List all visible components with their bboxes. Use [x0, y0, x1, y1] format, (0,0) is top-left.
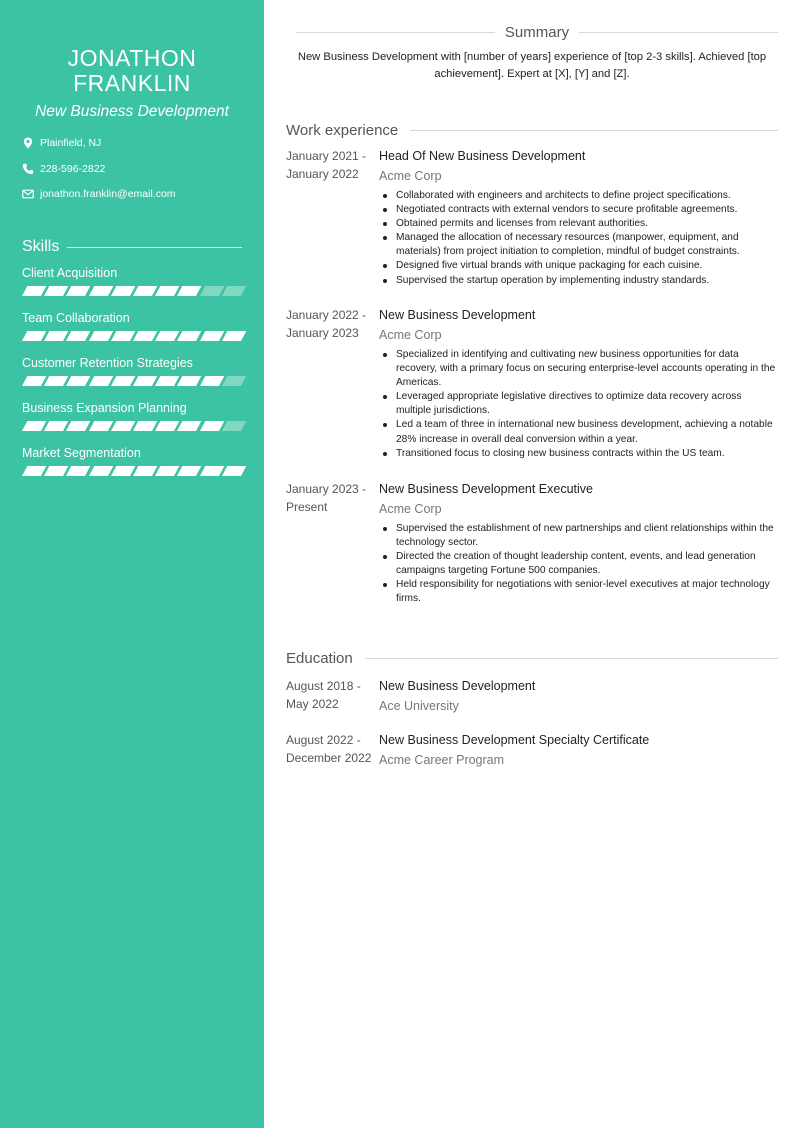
job-bullet: Held responsibility for negotiations with senior-level executives at major technology firms. [379, 578, 779, 606]
company-name: Acme Corp [379, 169, 442, 183]
job-bullet: Transitioned focus to closing new business contracts within the US team. [379, 447, 779, 461]
skill-segment-filled [155, 286, 179, 296]
skill-segment-filled [155, 331, 179, 341]
skill-segment-filled [89, 466, 113, 476]
skill-segment-filled [133, 376, 157, 386]
skill-segment-filled [66, 421, 90, 431]
location-text: Plainfield, NJ [40, 137, 102, 149]
skills-heading-label: Skills [22, 238, 60, 255]
last-name: FRANKLIN [73, 70, 191, 96]
job-bullet: Collaborated with engineers and architects to define project specifications. [379, 189, 779, 203]
skills-heading [22, 238, 242, 256]
phone-text: 228-596-2822 [40, 163, 106, 175]
skill-segment-filled [22, 466, 46, 476]
skill-segment-empty [222, 421, 246, 431]
contact-email [22, 185, 176, 203]
candidate-role: New Business Development [35, 103, 229, 120]
skill-label: Market Segmentation [22, 446, 141, 460]
work-date-end: January 2022 [286, 167, 359, 181]
work-divider [410, 130, 778, 131]
skill-segment-filled [200, 466, 224, 476]
skill-label: Team Collaboration [22, 311, 130, 325]
skill-segment-filled [89, 421, 113, 431]
job-bullet: Leveraged appropriate legislative directives to optimize data recovery across multiple jurisdictions. [379, 390, 779, 418]
skill-item [22, 445, 244, 476]
skill-segment-filled [44, 466, 68, 476]
skill-segment-filled [222, 331, 246, 341]
skill-segment-empty [222, 376, 246, 386]
education-date-start: August 2022 - [286, 733, 361, 747]
job-bullet: Obtained permits and licenses from relevant authorities. [379, 217, 779, 231]
summary-heading-label: Summary [504, 24, 570, 41]
candidate-name [0, 46, 264, 96]
skill-segment-filled [44, 421, 68, 431]
skill-segment-filled [22, 286, 46, 296]
work-dates [286, 306, 378, 342]
skill-item [22, 310, 244, 341]
education-heading-label: Education [286, 650, 353, 667]
job-bullet: Negotiated contracts with external vendors to secure profitable agreements. [379, 203, 779, 217]
summary-rule-right [579, 32, 778, 33]
skill-segment-filled [22, 421, 46, 431]
skill-segment-filled [66, 376, 90, 386]
education-date-end: December 2022 [286, 751, 372, 765]
skill-segment-filled [155, 466, 179, 476]
work-heading-label: Work experience [286, 122, 399, 139]
skill-segment-filled [44, 331, 68, 341]
skill-segment-filled [133, 286, 157, 296]
work-dates [286, 147, 378, 183]
job-title: New Business Development [379, 308, 536, 322]
skill-level-bar [22, 286, 244, 296]
skill-segment-filled [177, 376, 201, 386]
skill-segment-filled [111, 466, 135, 476]
job-title: New Business Development Executive [379, 482, 593, 496]
skill-segment-filled [155, 421, 179, 431]
job-bullet: Directed the creation of thought leadership content, events, and lead generation campaigns targeting Fortune 500 companies. [379, 550, 779, 578]
skill-segment-filled [133, 331, 157, 341]
skill-item [22, 355, 244, 386]
education-dates [286, 677, 378, 713]
skill-segment-filled [133, 466, 157, 476]
skill-segment-filled [22, 331, 46, 341]
skills-divider [67, 247, 242, 248]
sidebar [0, 0, 264, 1128]
degree-title: New Business Development [379, 679, 536, 693]
skill-segment-empty [222, 286, 246, 296]
work-date-end: January 2023 [286, 326, 359, 340]
skill-segment-filled [89, 376, 113, 386]
education-body [379, 731, 779, 769]
skill-segment-filled [89, 331, 113, 341]
summary-heading [296, 24, 778, 41]
skill-segment-filled [111, 421, 135, 431]
skill-level-bar [22, 421, 244, 431]
education-body [379, 677, 779, 715]
skill-segment-filled [133, 421, 157, 431]
skill-segment-filled [200, 331, 224, 341]
skill-segment-filled [111, 286, 135, 296]
company-name: Acme Corp [379, 328, 442, 342]
skill-level-bar [22, 331, 244, 341]
job-bullet: Supervised the startup operation by implementing industry standards. [379, 274, 779, 288]
work-dates [286, 480, 378, 516]
skill-segment-filled [177, 331, 201, 341]
degree-title: New Business Development Specialty Certificate [379, 733, 650, 747]
job-bullet: Managed the allocation of necessary resources (manpower, equipment, and materials) from project initiation to completion, mindful of budget constraints. [379, 231, 779, 259]
work-body [379, 480, 779, 607]
skill-segment-filled [155, 376, 179, 386]
first-name: JONATHON [67, 45, 197, 71]
summary-text: New Business Development with [number of years] experience of [top 2-3 skills]. Achieved [top achievement]. Expert at [X], [Y] and [Z]. [297, 51, 767, 80]
work-date-start: January 2021 - [286, 149, 367, 163]
skill-segment-filled [66, 331, 90, 341]
job-bullets [379, 189, 779, 288]
location-pin-icon [22, 137, 34, 149]
skill-segment-filled [66, 466, 90, 476]
work-body [379, 306, 779, 461]
skill-segment-filled [89, 286, 113, 296]
work-date-end: Present [286, 500, 328, 514]
skill-segment-filled [44, 286, 68, 296]
job-bullet: Specialized in identifying and cultivating new business opportunities for data recovery, with a primary focus on securing enterprise-level accounts operating in the Americas. [379, 348, 779, 390]
education-date-start: August 2018 - [286, 679, 361, 693]
education-date-end: May 2022 [286, 697, 339, 711]
work-body [379, 147, 779, 288]
skill-level-bar [22, 466, 244, 476]
skill-segment-filled [111, 376, 135, 386]
phone-icon [22, 163, 34, 175]
job-bullet: Designed five virtual brands with unique packaging for each cuisine. [379, 259, 779, 273]
skill-label: Customer Retention Strategies [22, 356, 193, 370]
envelope-icon [22, 188, 34, 200]
education-heading [286, 650, 778, 667]
skill-segment-filled [111, 331, 135, 341]
skill-segment-filled [177, 286, 201, 296]
work-heading [286, 122, 778, 139]
skill-item [22, 265, 244, 296]
job-bullets [379, 348, 779, 461]
email-text: jonathon.franklin@email.com [40, 188, 176, 200]
skill-label: Business Expansion Planning [22, 401, 187, 415]
skill-segment-filled [177, 466, 201, 476]
job-bullets [379, 522, 779, 607]
work-date-start: January 2022 - [286, 308, 367, 322]
skill-segment-filled [222, 466, 246, 476]
skill-segment-filled [200, 421, 224, 431]
skill-segment-empty [200, 286, 224, 296]
skill-segment-filled [177, 421, 201, 431]
job-title: Head Of New Business Development [379, 149, 586, 163]
skill-item [22, 400, 244, 431]
skill-segment-filled [66, 286, 90, 296]
skill-level-bar [22, 376, 244, 386]
skill-label: Client Acquisition [22, 266, 118, 280]
school-name: Ace University [379, 699, 459, 713]
education-divider [365, 658, 778, 659]
skill-segment-filled [44, 376, 68, 386]
work-date-start: January 2023 - [286, 482, 367, 496]
summary-rule-left [296, 32, 495, 33]
contact-phone [22, 160, 105, 178]
school-name: Acme Career Program [379, 753, 505, 767]
education-dates [286, 731, 378, 767]
job-bullet: Supervised the establishment of new partnerships and client relationships within the technology sector. [379, 522, 779, 550]
skill-segment-filled [22, 376, 46, 386]
company-name: Acme Corp [379, 502, 442, 516]
skill-segment-filled [200, 376, 224, 386]
contact-location [22, 134, 101, 152]
job-bullet: Led a team of three in international new business development, achieving a notable 28% increase in overall deal conversion within a year. [379, 418, 779, 446]
